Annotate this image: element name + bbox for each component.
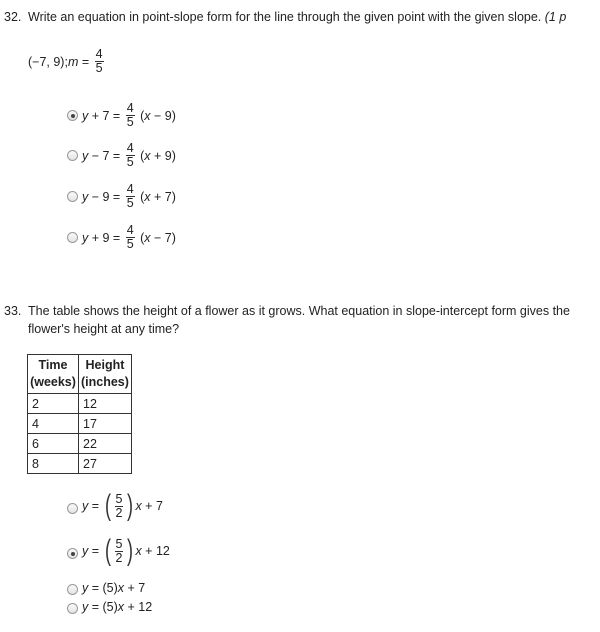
- fraction: [126, 183, 135, 210]
- q33-prompt-1: The table shows the height of a flower as it grows. What equation in slope-intercept form gives the: [28, 304, 570, 318]
- var-x: x: [144, 148, 151, 163]
- fraction: [126, 224, 135, 251]
- q32-prompt-line: [4, 8, 566, 26]
- table-cell: 4: [28, 414, 79, 434]
- rest: + 12: [141, 544, 170, 558]
- table-row: [28, 414, 132, 434]
- header-height-line2: (inches): [81, 375, 129, 389]
- fraction: [126, 102, 135, 129]
- table-row: [28, 454, 132, 474]
- rhs-rest: − 9): [150, 108, 176, 123]
- rhs-pre: (: [136, 189, 145, 204]
- var-x: x: [117, 581, 125, 595]
- frac-num: 5: [115, 536, 123, 551]
- frac-den: 2: [115, 550, 123, 565]
- var-y: y: [82, 544, 89, 558]
- q33-prompt-line-2: flower's height at any time?: [28, 322, 180, 336]
- q32-given-point: (−7, 9);: [28, 54, 68, 69]
- q33-prompt-line-1: [4, 302, 570, 320]
- table-header-row: [28, 355, 132, 394]
- var-y: y: [82, 600, 89, 614]
- q32-option-2-radio[interactable]: [67, 191, 78, 202]
- q33-option-2-label[interactable]: [82, 581, 145, 595]
- q32-option-2-label[interactable]: [82, 183, 176, 210]
- table-cell: 22: [79, 434, 132, 454]
- q33-option-2-radio[interactable]: [67, 584, 78, 595]
- q33-option-3-label[interactable]: [82, 600, 152, 614]
- q33-option-3-radio[interactable]: [67, 603, 78, 614]
- var-y: y: [82, 499, 89, 513]
- lhs-rest: + 9 =: [88, 230, 124, 245]
- frac-num: 5: [115, 491, 123, 506]
- var-y: y: [82, 148, 89, 163]
- paren-fraction: ( $\frac{5}{2}$ ): [104, 489, 134, 522]
- frac-num: 4: [126, 101, 134, 115]
- rhs-pre: (: [136, 108, 145, 123]
- frac-num: 4: [126, 141, 134, 155]
- header-height: [79, 355, 132, 394]
- q33-option-1-label[interactable]: [82, 536, 170, 566]
- var-x: x: [117, 600, 125, 614]
- table-cell: 6: [28, 434, 79, 454]
- header-time-line2: (weeks): [30, 375, 76, 389]
- frac-num: 4: [126, 223, 134, 237]
- frac-den: 5: [126, 237, 134, 251]
- table-row: [28, 394, 132, 414]
- rest: + 12: [124, 600, 153, 614]
- table-cell: 8: [28, 454, 79, 474]
- rhs-rest: − 7): [150, 230, 176, 245]
- q33-option-0-label[interactable]: [82, 491, 163, 521]
- table-row: [28, 434, 132, 454]
- q33-option-0-radio[interactable]: [67, 503, 78, 514]
- equals: = (5): [88, 581, 118, 595]
- lhs-rest: + 7 =: [88, 108, 124, 123]
- q32-slope-fraction: [95, 48, 104, 75]
- rest: + 7: [141, 499, 163, 513]
- q33-option-1-radio[interactable]: [67, 548, 78, 559]
- rhs-pre: (: [136, 230, 145, 245]
- var-y: y: [82, 189, 89, 204]
- q32-option-0-radio[interactable]: [67, 110, 78, 121]
- q32-number: 32.: [4, 10, 22, 24]
- height-table: [27, 354, 132, 474]
- var-x: x: [135, 499, 142, 513]
- lhs-rest: − 9 =: [88, 189, 124, 204]
- table-cell: 12: [79, 394, 132, 414]
- table-cell: 2: [28, 394, 79, 414]
- var-x: x: [144, 108, 151, 123]
- header-height-line1: Height: [85, 358, 125, 372]
- var-x: x: [144, 230, 151, 245]
- frac-den: 2: [115, 505, 123, 520]
- q32-given-eq: =: [78, 54, 93, 69]
- var-y: y: [82, 581, 89, 595]
- rhs-rest: + 9): [150, 148, 176, 163]
- frac-den: 5: [126, 115, 134, 129]
- fraction: [126, 142, 135, 169]
- table-cell: 17: [79, 414, 132, 434]
- equals: = (5): [88, 600, 118, 614]
- q32-prompt: Write an equation in point-slope form for the line through the given point with the given slope.: [28, 10, 542, 24]
- fraction: [115, 493, 124, 520]
- lhs-rest: − 7 =: [88, 148, 124, 163]
- frac-den: 5: [126, 155, 134, 169]
- rhs-pre: (: [136, 148, 145, 163]
- q32-option-1-label[interactable]: [82, 142, 176, 169]
- equals: =: [88, 499, 103, 513]
- header-time: [28, 355, 79, 394]
- q32-slope-den: 5: [95, 61, 103, 75]
- frac-num: 4: [126, 182, 134, 196]
- q32-m-label: m: [67, 54, 79, 69]
- q32-points-note: (1 p: [544, 10, 567, 24]
- rest: + 7: [124, 581, 146, 595]
- var-x: x: [135, 544, 142, 558]
- q32-slope-num: 4: [95, 47, 103, 61]
- paren-fraction: ( $\frac{5}{2}$ ): [104, 534, 134, 567]
- rhs-rest: + 7): [150, 189, 176, 204]
- fraction: [115, 538, 124, 565]
- q32-given: [28, 48, 106, 75]
- q33-number: 33.: [4, 304, 22, 318]
- header-time-line1: Time: [38, 358, 68, 372]
- q32-option-0-label[interactable]: [82, 102, 176, 129]
- var-y: y: [82, 230, 89, 245]
- q32-option-1-radio[interactable]: [67, 150, 78, 161]
- var-y: y: [82, 108, 89, 123]
- equals: =: [88, 544, 103, 558]
- frac-den: 5: [126, 196, 134, 210]
- q32-option-3-radio[interactable]: [67, 232, 78, 243]
- table-cell: 27: [79, 454, 132, 474]
- var-x: x: [144, 189, 151, 204]
- q32-option-3-label[interactable]: [82, 224, 176, 251]
